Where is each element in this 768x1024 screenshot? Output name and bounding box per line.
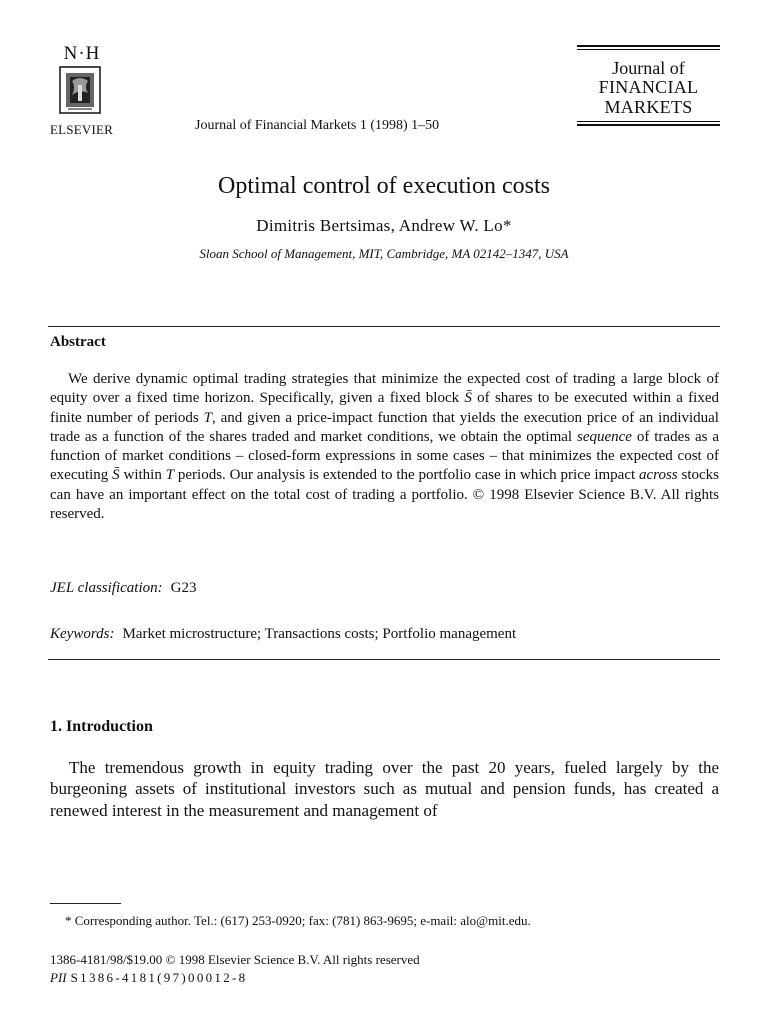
- divider-top: [48, 326, 720, 327]
- emphasis-sequence: sequence: [577, 428, 632, 445]
- keywords: [50, 626, 516, 643]
- journal-logo-line3: MARKETS: [604, 97, 693, 117]
- jel-label: JEL classification:: [50, 580, 163, 596]
- emphasis-across: across: [639, 467, 678, 484]
- copyright-symbol: ©: [165, 952, 176, 967]
- symbol-s-bar: S̄: [112, 467, 120, 484]
- paper-title: Optimal control of execution costs: [218, 173, 550, 199]
- abstract-body: We derive dynamic optimal trading strategies that minimize the expected cost of trading a large block of equity over a fixed time horizon. Specifically, given a fixed block S̄ of shares to be executed within a fixed finite number of periods T, and given a price-impact function that yields the execution price of an individual trade as a function of the shares traded and market conditions, we obtain the optimal sequence of trades as a function of market conditions – closed-form expressions in some cases – that minimizes the expected cost of executing S̄ within T periods. Our analysis is extended to the portfolio case in which price impact across stocks can have an important effect on the total cost of trading a portfolio. © 1998 Elsevier Science B.V. All rights reserved.: [50, 371, 720, 523]
- publisher-name: ELSEVIER: [50, 122, 113, 137]
- footnote: * Corresponding author. Tel.: (617) 253-0920; fax: (781) 863-9695; e-mail: alo@mit.edu.: [65, 913, 531, 928]
- section-heading-introduction: 1. Introduction: [50, 718, 153, 735]
- symbol-t: T: [165, 467, 175, 484]
- pii-value: S1386-4181(97)00012-8: [70, 970, 248, 985]
- symbol-t: T: [203, 409, 212, 426]
- issn-line: 1386-4181/98/$19.00 © 1998 Elsevier Science B.V. All rights reserved: [50, 952, 420, 967]
- journal-logo-line1: Journal of: [612, 58, 685, 78]
- pii-label: PII: [50, 970, 67, 985]
- elsevier-logo: [50, 44, 120, 138]
- introduction-paragraph: The tremendous growth in equity trading over the past 20 years, fueled largely by the burgeoning assets of institutional investors such as mutual and pension funds, has created a renewed interest in the measurement and management of: [50, 758, 719, 820]
- jel-classification: [50, 580, 196, 597]
- paper-authors: Dimitris Bertsimas, Andrew W. Lo*: [256, 216, 512, 235]
- copyright-symbol: ©: [472, 486, 485, 503]
- divider-bottom: [48, 659, 720, 660]
- paper-affiliation: Sloan School of Management, MIT, Cambridge, MA 02142–1347, USA: [199, 246, 569, 261]
- symbol-s-bar: S̄: [464, 390, 472, 407]
- elsevier-tree-icon: [58, 65, 102, 115]
- journal-logo-line2: FINANCIAL: [598, 77, 699, 97]
- footnote-rule: [50, 903, 121, 904]
- journal-citation: Journal of Financial Markets 1 (1998) 1–50: [195, 118, 440, 133]
- publisher-mark: N·H: [63, 43, 101, 64]
- keywords-label: Keywords:: [50, 626, 115, 642]
- keywords-value: Market microstructure; Transactions costs; Portfolio management: [122, 626, 517, 642]
- abstract-heading: Abstract: [50, 334, 106, 350]
- jel-value: G23: [170, 580, 197, 596]
- journal-logo: [577, 45, 720, 128]
- pii-line: [50, 970, 247, 986]
